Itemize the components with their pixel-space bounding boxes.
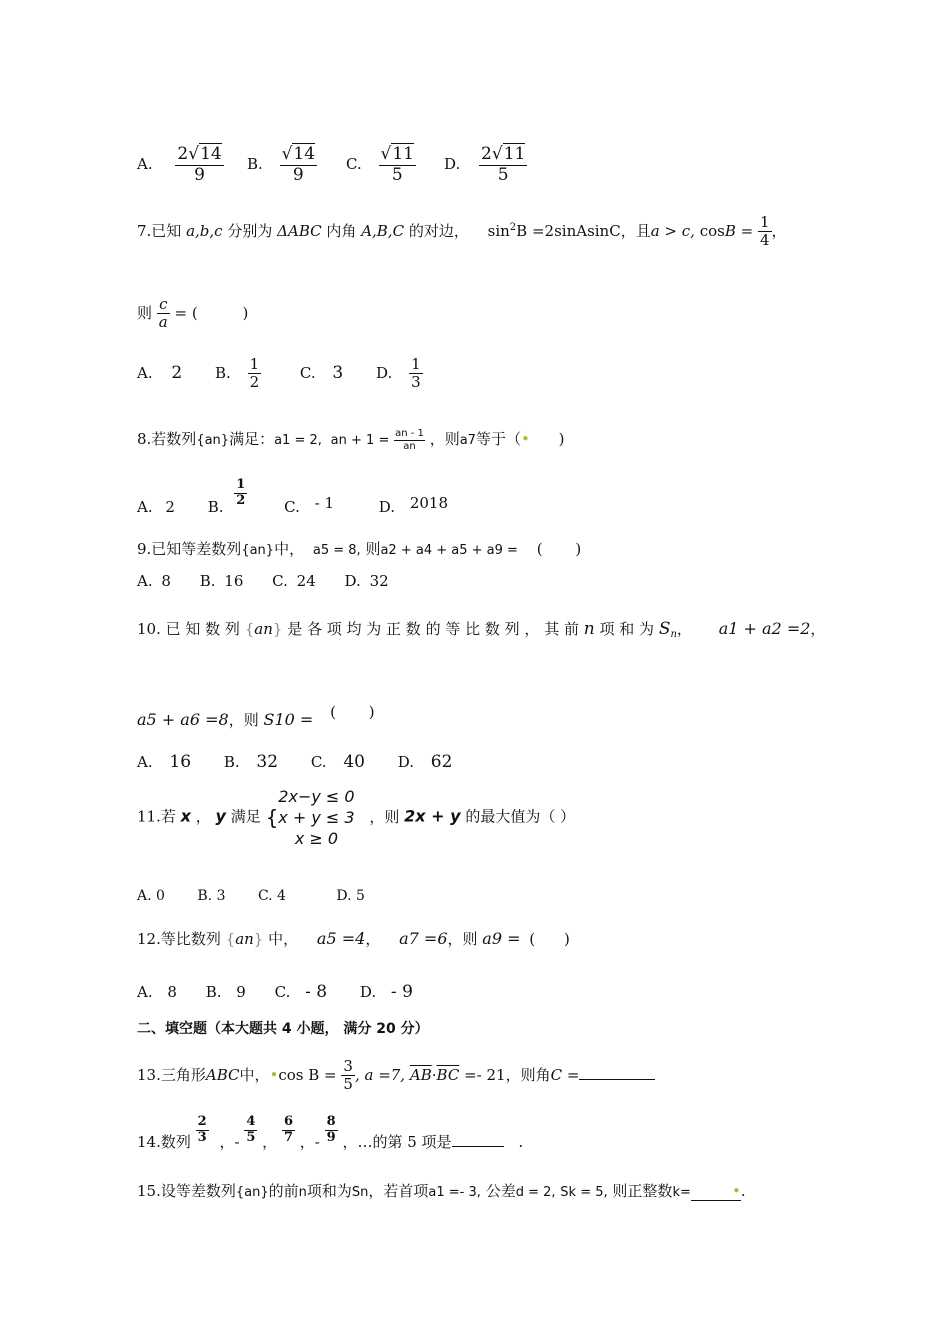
q10-option-a: 16: [169, 752, 192, 772]
q7-angles: A,B,C: [361, 221, 405, 240]
q7-options: [137, 356, 423, 392]
q7-sin: sin: [487, 221, 510, 240]
q6-b-fraction: $\frac{√14}{9}$: [281, 144, 316, 185]
q13-fraction: [341, 1058, 355, 1094]
q7-text: ，: [771, 221, 787, 240]
q15-answer-blank[interactable]: [691, 1182, 741, 1201]
q12-paren: (: [529, 930, 536, 948]
q7-option-b: [248, 356, 262, 392]
q13-a-eq: , a =7,: [354, 1065, 406, 1084]
q15-text: 则正整数: [612, 1182, 673, 1200]
q8-option-a: 2: [165, 497, 175, 516]
q11-text: ，: [195, 807, 211, 826]
q12-brace-close: }: [253, 930, 264, 948]
q7-text: 的对边，: [408, 221, 469, 240]
q10-prefix: 10. 已 知 数 列: [137, 620, 240, 638]
q7-then: 则: [137, 303, 153, 322]
q7-text: 分别为: [227, 221, 273, 240]
q7-fraction: [758, 214, 772, 250]
denominator: 3: [411, 373, 421, 392]
q15-Sn: Sn: [351, 1185, 369, 1200]
q15-prefix: 15.设等差数列: [137, 1182, 236, 1200]
numerator: 1: [236, 477, 246, 492]
q11-text: 的最大值为（ ）: [465, 807, 576, 826]
q6-option-d: [444, 145, 527, 185]
q11-brace: {: [265, 805, 279, 830]
q7-eq: = (: [174, 303, 198, 322]
option-label: C.: [272, 572, 288, 590]
numerator: 4: [246, 1114, 256, 1129]
radicand: 11: [392, 144, 414, 164]
q11-ineq1: 2x−y ≤ 0: [278, 787, 355, 806]
q14-text: ，…的第 5 项是: [342, 1132, 452, 1151]
q7-cos: cos: [699, 221, 725, 240]
q8-a1: a1 = 2,: [274, 433, 322, 448]
q9-close: ): [575, 540, 582, 558]
option-label: C.: [310, 753, 327, 771]
q14-sep: ，: [262, 1132, 278, 1151]
q14-frac-4: [325, 1115, 338, 1146]
q6-d-fraction: $\frac{2√11}{5}$: [481, 144, 526, 185]
q11-stem: [137, 786, 575, 849]
numerator: 1: [760, 213, 770, 231]
q11-option-b: B. 3: [197, 888, 226, 904]
q7-text: 内角: [326, 221, 357, 240]
option-label: A.: [137, 753, 153, 771]
q11-text: 满足: [230, 807, 261, 826]
q7-option-d: [409, 356, 423, 392]
q10-option-d: 62: [430, 752, 453, 772]
option-label: D.: [378, 497, 396, 516]
q12-a5: a5 =4: [316, 929, 366, 948]
q8-text: ，则: [429, 430, 460, 448]
q12-text: ，: [365, 930, 381, 948]
q7-cosB: B =: [724, 221, 754, 240]
q12-stem: [137, 928, 570, 949]
option-label: B.: [207, 497, 224, 516]
q8-options: [137, 478, 448, 516]
radicand: 11: [503, 144, 526, 164]
q14-frac-2: [244, 1115, 257, 1146]
q7-triangle: ΔABC: [277, 221, 322, 240]
denominator: 5: [391, 164, 403, 185]
q9-option-c: 24: [296, 572, 316, 590]
option-label: C.: [346, 155, 362, 174]
q12-option-d: - 9: [390, 982, 413, 1002]
q11-x: x: [180, 806, 191, 826]
denominator: 5: [497, 164, 509, 185]
q12-text: 中，: [268, 930, 299, 948]
q8-option-b: [234, 478, 247, 509]
q15-stem: [137, 1180, 746, 1201]
q7-option-c: 3: [332, 362, 344, 383]
q8-seq: {an}: [196, 433, 230, 448]
radicand: 14: [200, 144, 222, 164]
option-label: D.: [344, 572, 361, 590]
option-label: B.: [247, 155, 263, 174]
q11-text: ，则: [369, 807, 400, 826]
q10-paren: (: [330, 703, 336, 721]
denominator: 7: [283, 1129, 293, 1145]
option-label: B.: [205, 983, 222, 1001]
option-label: B.: [223, 753, 240, 771]
q13-prefix: 13.三角形: [137, 1065, 206, 1084]
q7-line2: [137, 296, 248, 332]
q13-text: ，则角: [505, 1065, 551, 1084]
q14-sep: ，-: [219, 1132, 240, 1151]
denominator: 9: [292, 164, 304, 185]
q7-close: ): [242, 303, 249, 322]
q14-frac-1: [196, 1115, 209, 1146]
q11-option-c: C. 4: [257, 888, 286, 904]
denominator: 9: [194, 164, 205, 185]
q7-sin-exp: 2: [509, 221, 517, 233]
denominator: a: [158, 313, 168, 332]
q10-option-b: 32: [256, 752, 279, 772]
artifact-dot: •: [520, 430, 530, 448]
q10-S-sub: n: [670, 629, 677, 640]
q6-a-fraction: $\frac{2√14}{9}$: [177, 144, 222, 185]
q10-close: ): [368, 703, 375, 721]
q15-n: n: [298, 1185, 307, 1200]
numerator: c: [157, 296, 170, 314]
q11-objective: 2x + y: [404, 806, 461, 826]
q12-option-a: 8: [167, 983, 177, 1001]
coef: 2: [481, 144, 492, 164]
q9-sum: a2 + a4 + a5 + a9 =: [380, 543, 518, 558]
q7-option-a: 2: [171, 362, 183, 383]
q13-vector-bc: $\overline{BC}$: [436, 1065, 460, 1084]
q13-cos: cos B =: [278, 1065, 337, 1084]
q9-option-d: 32: [369, 572, 389, 590]
q14-stem: [137, 1115, 523, 1152]
q15-seq: {an}: [235, 1185, 269, 1200]
q7-ratio: [157, 296, 170, 332]
q11-options: [137, 888, 365, 904]
option-label: A.: [137, 572, 153, 590]
q10-seq: an: [254, 620, 273, 638]
q13-answer-blank[interactable]: [579, 1079, 655, 1080]
q7-prefix: 7.已知: [137, 221, 182, 240]
option-label: B.: [199, 572, 216, 590]
numerator: an - 1: [395, 428, 424, 439]
section-2-heading: 二、填空题（本大题共 4 小题， 满分 20 分）: [137, 1021, 429, 1037]
denominator: 3: [197, 1129, 207, 1145]
denominator: 9: [326, 1129, 336, 1145]
q14-prefix: 14.数列: [137, 1132, 191, 1151]
q14-sep: ，-: [299, 1132, 320, 1151]
q7-condition: a > c,: [650, 221, 695, 240]
q7-text: ，且: [620, 221, 651, 240]
numerator: 3: [343, 1057, 353, 1075]
q10-text: 项 和 为: [599, 620, 655, 638]
q10-S: S: [658, 619, 671, 639]
q12-options: [137, 982, 413, 1002]
denominator: 4: [760, 231, 770, 250]
option-label: A.: [137, 155, 153, 174]
q11-ineq3: x ≥ 0: [294, 829, 339, 848]
q12-option-c: - 8: [305, 982, 328, 1002]
q15-d: d = 2,: [515, 1185, 556, 1200]
option-label: A.: [137, 497, 153, 516]
q7-stem: [137, 214, 787, 250]
option-label: C.: [284, 497, 300, 516]
q6-c-fraction: $\frac{√11}{5}$: [380, 144, 414, 185]
q13-eq: =- 21: [464, 1065, 506, 1084]
numerator: 1: [249, 355, 260, 373]
q12-prefix: 12.等比数列: [137, 930, 221, 948]
numerator: 8: [326, 1114, 336, 1129]
q8-a7: a7: [459, 433, 476, 448]
q11-option-a: A. 0: [137, 888, 165, 904]
q15-end: .: [740, 1182, 746, 1200]
q13-stem: [137, 1058, 655, 1094]
q6-option-c: [346, 145, 416, 185]
denominator: 5: [246, 1129, 256, 1145]
q15-Sk: Sk = 5,: [560, 1185, 608, 1200]
q14-end: .: [518, 1132, 524, 1151]
q15-text: 公差: [485, 1182, 516, 1200]
q15-a1: a1 =- 3,: [428, 1185, 481, 1200]
q12-close: ): [563, 930, 570, 948]
q13-vector-ab: $\overline{AB}$: [409, 1065, 432, 1084]
q11-prefix: 11.若: [137, 807, 176, 826]
q9-stem: [137, 538, 581, 559]
q10-stem: [137, 618, 825, 640]
q12-a7: a7 =6: [399, 929, 448, 948]
q10-eq2: a5 + a6 =8: [137, 710, 229, 729]
q10-n: n: [583, 619, 595, 639]
q10-text: ，: [676, 620, 692, 638]
q9-options: [137, 572, 389, 590]
q15-text: 的前: [268, 1182, 299, 1200]
q9-a5: a5 = 8,: [312, 543, 361, 558]
q9-prefix: 9.已知等差数列: [137, 540, 242, 558]
q9-text: 则: [365, 540, 381, 558]
q11-system: [278, 786, 354, 849]
q13-triangle: ABC: [205, 1065, 240, 1084]
q12-seq: an: [235, 930, 254, 948]
q9-option-b: 16: [224, 572, 244, 590]
q10-text: ，则: [228, 711, 259, 729]
q10-text: 是 各 项 均 为 正 数 的 等 比 数 列 ， 其 前: [287, 620, 579, 638]
denominator: 5: [343, 1075, 353, 1094]
q15-k: k=: [672, 1185, 691, 1200]
q12-a9: a9 =: [482, 929, 521, 948]
q10-brace-close: }: [272, 620, 283, 638]
option-label: B.: [215, 363, 231, 382]
q8-option-c: - 1: [314, 493, 335, 512]
q11-option-d: D. 5: [336, 888, 365, 904]
q15-text: ，若首项: [368, 1182, 429, 1200]
q10-text: ，: [810, 620, 826, 638]
option-label: D.: [397, 753, 414, 771]
q7-vars: a,b,c: [186, 221, 223, 240]
q8-close: ): [558, 430, 565, 448]
q9-text: 中，: [274, 540, 305, 558]
q10-line2: [137, 703, 375, 730]
q10-options: [137, 752, 452, 772]
q9-seq: {an}: [241, 543, 275, 558]
artifact-dot: •: [732, 1182, 741, 1200]
q8-text: 满足：: [229, 430, 275, 448]
q13-dot: ·: [431, 1065, 437, 1084]
option-label: D.: [444, 155, 461, 174]
q12-brace-open: {: [225, 930, 236, 948]
q8-option-d: 2018: [409, 493, 449, 512]
option-label: C.: [274, 983, 291, 1001]
q14-frac-3: [282, 1115, 295, 1146]
option-label: A.: [137, 983, 153, 1001]
artifact-dot: •: [269, 1065, 279, 1084]
q8-stem: [137, 428, 564, 452]
q10-S10: S10 =: [263, 710, 314, 729]
denominator: an: [403, 440, 416, 452]
q8-rec-fraction: [394, 428, 425, 452]
numerator: 2: [197, 1114, 207, 1129]
q7-equation: B =2sinAsinC: [516, 221, 621, 240]
option-label: D.: [359, 983, 377, 1001]
radicand: 14: [293, 144, 316, 164]
q9-paren: (: [536, 540, 543, 558]
numerator: 6: [283, 1114, 293, 1129]
denominator: 2: [236, 492, 246, 508]
q12-text: ，则: [447, 930, 478, 948]
q15-text: 项和为: [306, 1182, 352, 1200]
option-label: D.: [376, 363, 393, 382]
q13-text: 中，: [239, 1065, 270, 1084]
q6-option-b: [247, 145, 317, 185]
q8-prefix: 8.若数列: [137, 430, 197, 448]
coef: 2: [177, 144, 189, 164]
q11-y: y: [215, 806, 226, 826]
option-label: C.: [299, 363, 316, 382]
q12-option-b: 9: [236, 983, 246, 1001]
q8-rec-left: an + 1 =: [330, 433, 390, 448]
q9-option-a: 8: [161, 572, 171, 590]
q10-option-c: 40: [343, 752, 365, 772]
q13-C: C =: [550, 1065, 580, 1084]
option-label: A.: [137, 363, 153, 382]
q10-brace-open: {: [244, 620, 255, 638]
q11-ineq2: x + y ≤ 3: [278, 808, 355, 827]
q8-text: 等于（: [475, 430, 521, 448]
q10-eq1: a1 + a2 =2: [718, 619, 811, 638]
q6-option-a: [137, 145, 224, 185]
numerator: 1: [411, 355, 421, 373]
q14-answer-blank[interactable]: [452, 1146, 504, 1147]
denominator: 2: [249, 373, 260, 392]
